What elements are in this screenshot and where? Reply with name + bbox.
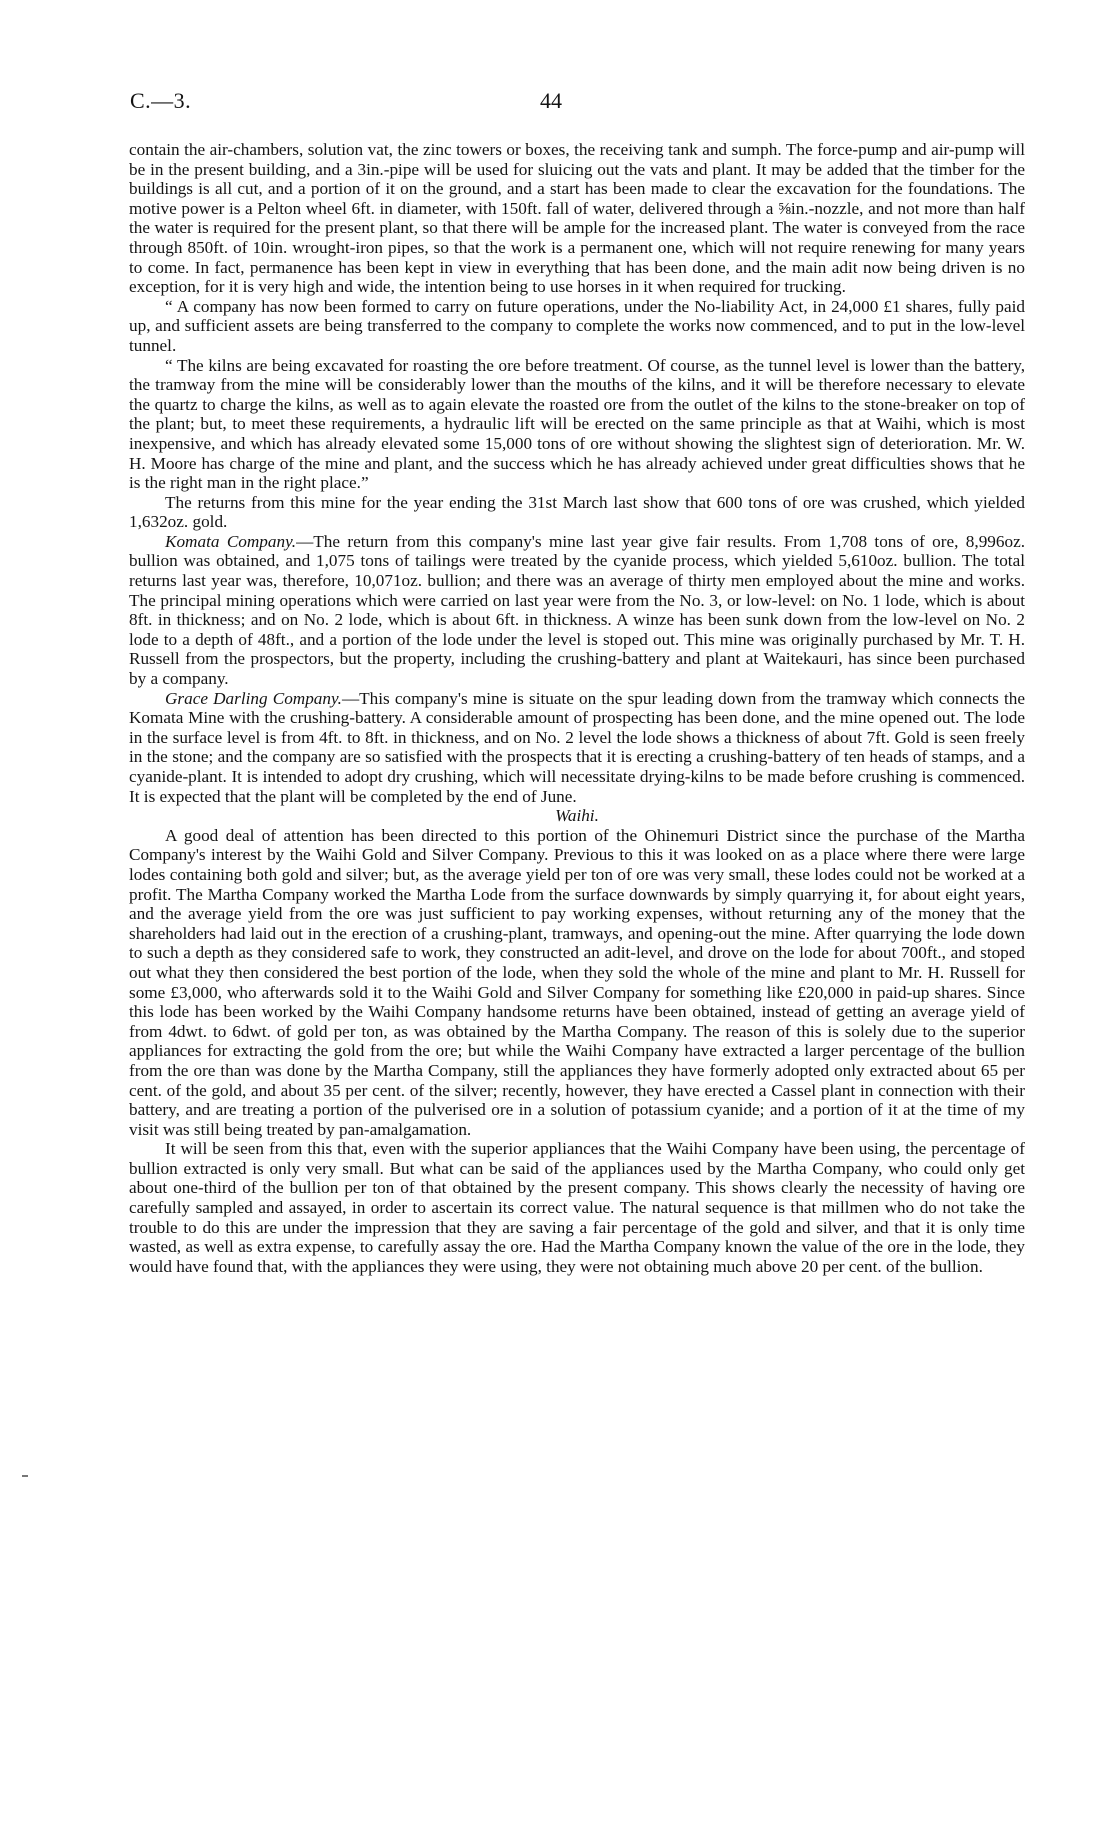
paragraph-waihi-appliances: It will be seen from this that, even with the superior appliances that the Waihi Company have been using, the percentage of bullion extracted is only very small. But what can be said of the appliances used by the Martha Company, who could only get about one-third of the bullion per ton of that obtained by the present company. This shows clearly the necessity of having ore carefully sampled and assayed, in order to ascertain its correct value. The natural sequence is that millmen who do not take the trouble to do this are under the impression that they are saving a fair percentage of the gold and silver, and that it is only time wasted, as well as extra expense, to carefully assay the ore. Had the Martha Company known the value of the ore in the lode, they would have found that, with the appliances they were using, they were not obtaining much above 20 per cent. of the bullion. [129,1139,1025,1276]
page-header [0,88,1114,118]
grace-darling-run-in-heading: Grace Darling Company. [165,688,342,708]
margin-mark [22,1475,28,1477]
komata-text: —The return from this company's mine last year give fair results. From 1,708 tons of ore, 8,996oz. bullion was obtained, and 1,075 tons of tailings were treated by the cyanide process, which yielded 5,610oz. bullion. The total returns last year was, therefore, 10,071oz. bullion; and there was an average of thirty men employed about the mine and works. The principal mining operations which were carried on last year were from the No. 3, or low-level: on No. 1 lode, which is about 8ft. in thickness; and on No. 2 lode, which is about 6ft. in thickness. A winze has been sunk down from the low-level on No. 2 lode to a depth of 48ft., and a portion of the lode under the level is stoped out. This mine was originally purchased by Mr. T. H. Russell from the prospectors, but the property, including the crushing-battery and plant at Waitekauri, has since been purchased by a company. [129,531,1026,689]
grace-darling-text: —This company's mine is situate on the spur leading down from the tramway which connects the Komata Mine with the crushing-battery. A considerable amount of prospecting has been done, and the mine opened out. The lode in the surface level is from 4ft. to 8ft. in thickness, and on No. 2 level the lode shows a thickness of about 7ft. Gold is seen freely in the stone; and the company are so satisfied with the prospects that it is erecting a crushing-battery of ten heads of stamps, and a cyanide-plant. It is intended to adopt dry crushing, which will necessitate drying-kilns to be made before crushing is commenced. It is expected that the plant will be completed by the end of June. [129,688,1025,806]
paragraph-continuation: contain the air-chambers, solution vat, the zinc towers or boxes, the receiving tank and sumph. The force-pump and air-pump will be in the present building, and a 3in.-pipe will be used for sluicing out the vats and plant. It may be added that the timber for the buildings is all cut, and a portion of it on the ground, and a start has been made to clear the excavation for the foundations. The motive power is a Pelton wheel 6ft. in diameter, with 150ft. fall of water, delivered through a ⅝in.-nozzle, and not more than half the water is required for the present plant, so that there will be ample for the increased plant. The water is conveyed from the race through 850ft. of 10in. wrought-iron pipes, so that the work is a permanent one, which will not require renewing for many years to come. In fact, permanence has been kept in view in everything that has been done, and the main adit now being driven is no exception, for it is very high and wide, the intention being to use horses in it when required for trucking. [129,140,1025,297]
page-number: 44 [540,88,562,113]
body-text [129,140,1025,1276]
komata-run-in-heading: Komata Company. [165,531,297,551]
section-heading-waihi: Waihi. [555,806,599,826]
paragraph-waihi-history: A good deal of attention has been directed to this portion of the Ohinemuri District since the purchase of the Martha Company's interest by the Waihi Gold and Silver Company. Previous to this it was looked on as a place where there were large lodes containing both gold and silver; but, as the average yield per ton of ore was very small, these lodes could not be worked at a profit. The Martha Company worked the Martha Lode from the surface downwards by simply quarrying it, for about eight years, and the average yield from the ore was just sufficient to pay working expenses, without returning any of the money that the shareholders had laid out in the erection of a crushing-plant, tramways, and opening-out the mine. After quarrying the lode down to such a depth as they considered safe to work, they constructed an adit-level, and drove on the lode for about 700ft., and stoped out what they then considered the best portion of the lode, when they sold the whole of the mine and plant to Mr. H. Russell for some £3,000, who afterwards sold it to the Waihi Gold and Silver Company for something like £20,000 in paid-up shares. Since this lode has been worked by the Waihi Company handsome returns have been obtained, instead of getting an average yield of from 4dwt. to 6dwt. of gold per ton, as was obtained by the Martha Company. The reason of this is solely due to the superior appliances for extracting the gold from the ore; but while the Waihi Company have extracted a larger percentage of the bullion from the ore than was done by the Martha Company, still the appliances they have formerly adopted only extracted about 65 per cent. of the gold, and about 35 per cent. of the silver; recently, however, they have erected a Cassel plant in connection with their battery, and are treating a portion of the pulverised ore in a solution of potassium cyanide; and a portion of it at the time of my visit was still being treated by pan-amalgamation. [129,825,1025,1139]
paragraph-grace-darling [129,689,1025,807]
paragraph-kilns: “ The kilns are being excavated for roasting the ore before treatment. Of course, as the tunnel level is lower than the battery, the tramway from the mine will be considerably lower than the mouths of the kilns, and it will be therefore necessary to elevate the quartz to charge the kilns, as well as to again elevate the roasted ore from the outlet of the kilns to the stone-breaker on top of the plant; but, to meet these requirements, a hydraulic lift will be erected on the same principle as that at Waihi, which is most inexpensive, and which has already elevated some 15,000 tons of ore without showing the slightest sign of deterioration. Mr. W. H. Moore has charge of the mine and plant, and the success which he has already achieved under great difficulties shows that he is the right man in the right place.” [129,355,1025,493]
paragraph-returns: The returns from this mine for the year ending the 31st March last show that 600 tons of ore was crushed, which yielded 1,632oz. gold. [129,492,1025,532]
paragraph-komata [129,532,1025,689]
document-reference: C.—3. [130,88,192,113]
paragraph-company-formed: “ A company has now been formed to carry on future operations, under the No-liability Act, in 24,000 £1 shares, fully paid up, and sufficient assets are being transferred to the company to complete the works now commenced, and to put in the low-level tunnel. [129,296,1025,355]
